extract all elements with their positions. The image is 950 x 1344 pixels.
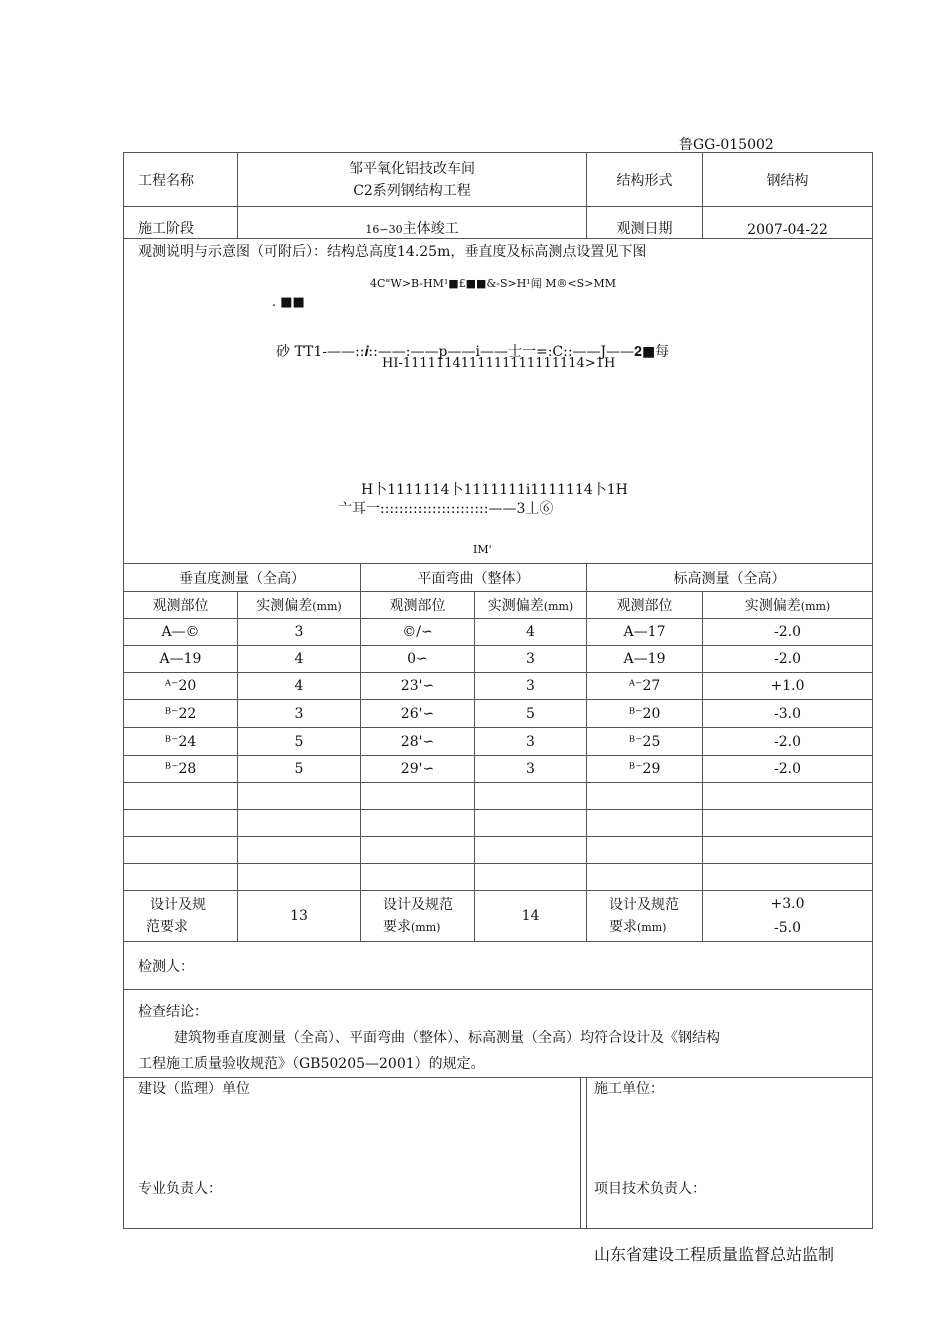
v-deviation: 5 [238,728,361,756]
e-position: ᴬ⁻27 [587,673,703,700]
col-e-position: 观测部位 [587,592,703,619]
requirements-row [124,891,873,942]
diagram-cell [124,239,873,564]
table-row [124,728,873,756]
project-name-line1: 邹平氧化铝技改车间 [349,160,475,177]
builder-signature-cell [587,1078,873,1229]
col-e-deviation [703,592,873,619]
v-position: ᴮ⁻28 [124,756,238,783]
inspector-label: 检测人： [124,942,873,990]
table-row [124,646,873,673]
diagram-line-5: H卜1111114卜1111111i1111114卜1H [361,482,628,498]
col-v-position: 观测部位 [124,592,238,619]
e-deviation: -3.0 [703,700,873,728]
section-elevation: 标高测量（全高） [587,564,873,592]
builder-person-label: 项目技术负责人： [594,1181,707,1197]
table-row [124,700,873,728]
diagram-line-6: 亠耳一:::::::::::::::::::::::——3丄⑥ [338,501,554,517]
table-row [124,619,873,646]
conclusion-line-1: 建筑物垂直度测量（全高）、平面弯曲（整体）、标高测量（全高）均符合设计及《钢结构 [174,1030,720,1046]
diagram-line-1: 4C"W>B-HM¹■£■■&-S>H¹闻 M®<S>MM [370,277,616,290]
f-requirement-label-1: 设计及规范 [383,896,453,913]
f-position: 29'∽ [361,756,475,783]
table-row [124,756,873,783]
diagram-area [124,239,872,563]
diagram-description: 观测说明与示意图（可附后）：结构总高度14.25m，垂直度及标高测点设置见下图 [138,244,647,260]
diagram-line-7: IM' [473,543,492,556]
table-row [124,673,873,700]
col-e-deviation-label: 实测偏差 [744,598,801,614]
f-position: ©/∽ [361,619,475,646]
e-requirement-unit: (mm) [637,920,667,934]
owner-unit-label: 建设（监理）单位 [138,1081,250,1097]
empty-row [124,783,873,810]
section-flatness: 平面弯曲（整体） [361,564,587,592]
e-requirement-label-1: 设计及规范 [609,896,680,913]
project-name-value [238,153,587,207]
e-deviation: -2.0 [703,646,873,673]
f-position: 28'∽ [361,728,475,756]
diagram-line-3: 砂 TT1-——::𝒊::——:——p——i——士一=:C::——J——𝟐■每 [276,344,670,360]
e-requirement-value [703,891,873,942]
f-deviation: 3 [475,728,587,756]
owner-person-label: 专业负责人： [138,1181,222,1197]
v-requirement-label [124,891,238,942]
empty-row [124,864,873,891]
structure-form-value: 钢结构 [703,153,873,207]
structure-form-label: 结构形式 [587,153,703,207]
e-position: ᴮ⁻29 [587,756,703,783]
diagram-line-2: . ■■ [272,295,305,310]
construction-stage-value [238,207,587,239]
v-deviation: 4 [238,673,361,700]
col-f-deviation [475,592,587,619]
e-deviation: -2.0 [703,728,873,756]
construction-stage-text: 主体竣工 [402,221,459,237]
owner-signature-cell [124,1078,587,1229]
footer-organization: 山东省建设工程质量监督总站监制 [594,1245,835,1264]
construction-stage-label: 施工阶段 [124,207,238,239]
f-position: 0∽ [361,646,475,673]
e-requirement-upper: +3.0 [770,896,805,912]
f-requirement-unit: (mm) [411,920,441,934]
f-requirement-value: 14 [475,891,587,942]
e-position: A—19 [587,646,703,673]
construction-stage-prefix: 16∽30 [365,223,403,236]
signature-divider [580,1078,581,1228]
v-position: ᴮ⁻24 [124,728,238,756]
v-deviation: 4 [238,646,361,673]
e-requirement-lower: -5.0 [774,920,802,936]
builder-unit-label: 施工单位： [594,1081,665,1097]
f-deviation: 4 [475,619,587,646]
observe-date-value: 2007-04-22 [703,207,873,239]
conclusion-cell [124,990,873,1078]
f-deviation: 3 [475,756,587,783]
empty-row [124,837,873,864]
e-requirement-label-2: 要求 [609,918,638,935]
col-f-position: 观测部位 [361,592,475,619]
observation-record-table [123,152,873,1229]
col-v-deviation [238,592,361,619]
conclusion-label: 检查结论： [138,1004,208,1020]
f-requirement-label-2: 要求 [383,918,411,935]
f-position: 26'∽ [361,700,475,728]
f-deviation: 3 [475,646,587,673]
e-requirement-label [587,891,703,942]
conclusion-line-2: 工程施工质量验收规范》（GB50205—2001）的规定。 [138,1056,485,1072]
f-deviation: 5 [475,700,587,728]
f-deviation: 3 [475,673,587,700]
v-requirement-value: 13 [238,891,361,942]
v-position: A—19 [124,646,238,673]
project-name-label: 工程名称 [124,153,238,207]
form-code: 鲁GG-015002 [679,137,774,153]
observe-date-label: 观测日期 [587,207,703,239]
v-requirement-label-1: 设计及规 [150,897,206,913]
col-e-deviation-unit: (mm) [800,600,831,613]
col-v-deviation-label: 实测偏差 [256,598,313,614]
col-v-deviation-unit: (mm) [312,600,342,613]
col-f-deviation-unit: (mm) [543,600,574,613]
v-deviation: 3 [238,700,361,728]
f-position: 23'∽ [361,673,475,700]
v-position: A—© [124,619,238,646]
e-position: ᴮ⁻20 [587,700,703,728]
project-name-line2: C2系列钢结构工程 [353,182,471,199]
f-requirement-label [361,891,475,942]
empty-row [124,810,873,837]
section-verticality: 垂直度测量（全高） [124,564,361,592]
e-position: ᴮ⁻25 [587,728,703,756]
e-deviation: -2.0 [703,619,873,646]
v-position: ᴮ⁻22 [124,700,238,728]
e-position: A—17 [587,619,703,646]
v-requirement-label-2: 范要求 [146,919,188,935]
v-position: ᴬ⁻20 [124,673,238,700]
e-deviation: +1.0 [703,673,873,700]
v-deviation: 3 [238,619,361,646]
col-f-deviation-label: 实测偏差 [487,598,544,614]
diagram-line-4: HI-1111114111111111111114>1H [382,356,616,371]
v-deviation: 5 [238,756,361,783]
e-deviation: -2.0 [703,756,873,783]
